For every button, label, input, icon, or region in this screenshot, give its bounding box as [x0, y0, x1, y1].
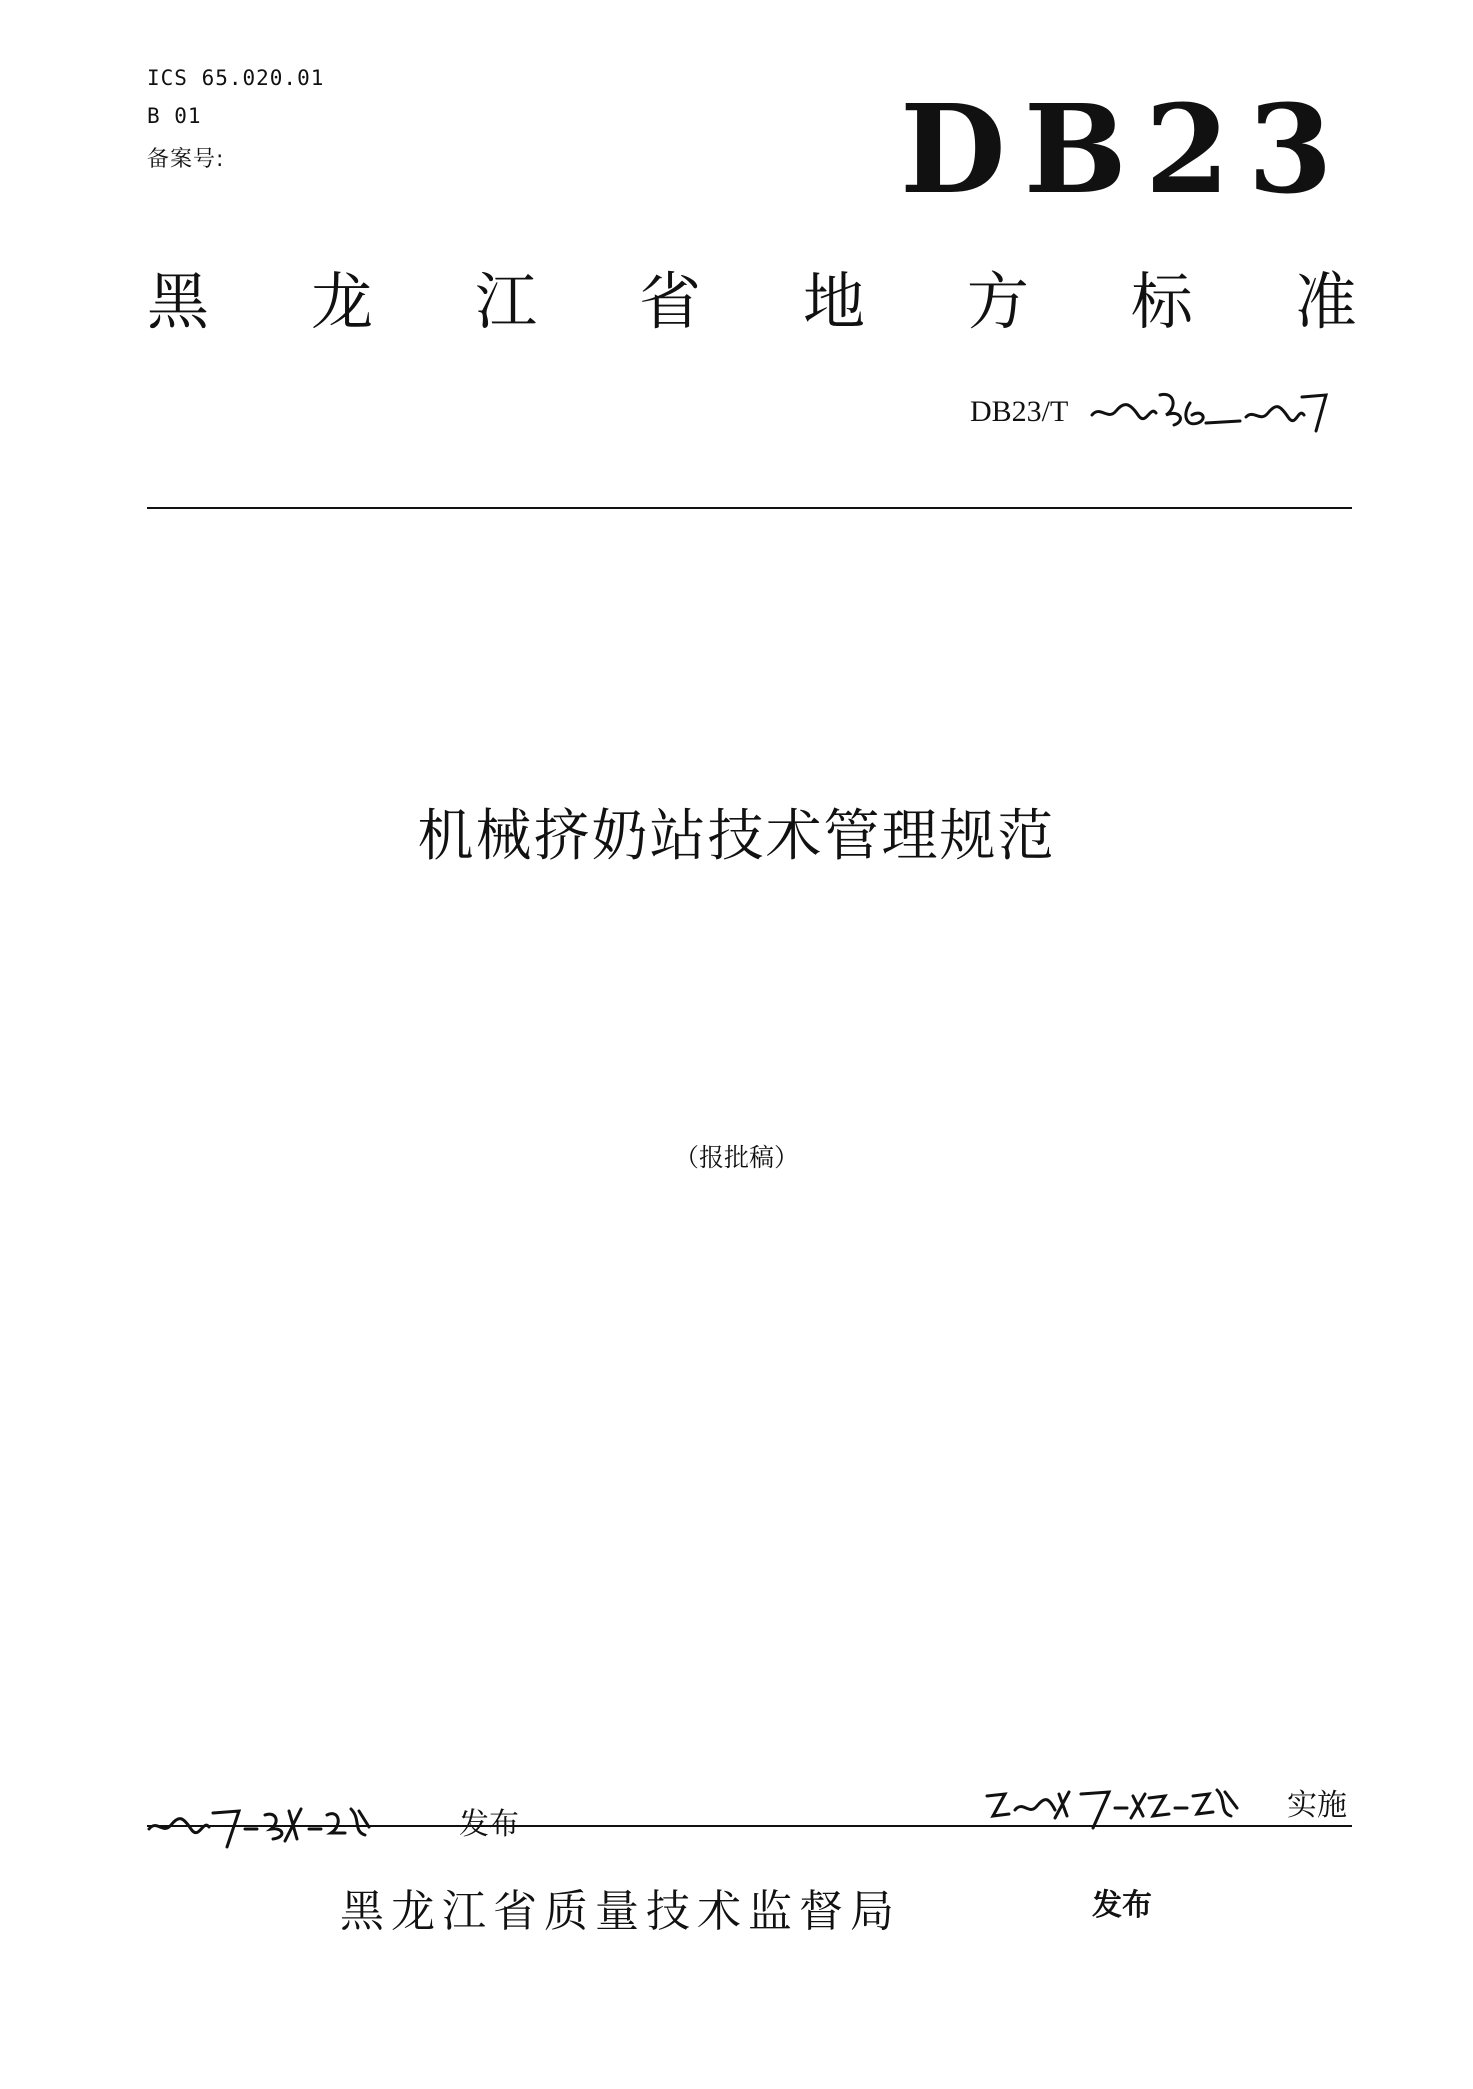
- implement-label: 实施: [1287, 1788, 1347, 1823]
- classification-code: B 01: [147, 104, 202, 128]
- standard-type-char: 龙: [310, 265, 373, 338]
- header-divider: [147, 507, 1352, 509]
- record-number-label: 备案号:: [147, 147, 225, 172]
- standard-type-char: 方: [966, 265, 1029, 338]
- issuing-authority: 黑龙江省质量技术监督局: [340, 1886, 901, 1937]
- ics-code: ICS 65.020.01: [147, 66, 325, 90]
- standard-type-char: 黑: [147, 265, 210, 338]
- standard-type-heading: [147, 262, 1357, 342]
- handwritten-standard-number: [1090, 385, 1330, 435]
- standard-type-char: 省: [638, 265, 701, 338]
- standard-number: DB23/T: [970, 395, 1069, 428]
- standard-type-char: 标: [1130, 265, 1193, 338]
- standard-type-char: 准: [1294, 265, 1357, 338]
- footer-divider: [147, 1825, 1352, 1827]
- implement-date-block: [985, 1764, 1365, 1834]
- issuer-suffix: 发布: [1092, 1888, 1152, 1923]
- publish-date-block: [147, 1783, 747, 1853]
- standard-type-char: 地: [802, 265, 865, 338]
- publish-label: 发布: [459, 1807, 519, 1842]
- standard-logo: DB23: [900, 77, 1351, 221]
- document-title: 机械挤奶站技术管理规范: [417, 804, 1056, 869]
- handwritten-implement-date: [985, 1770, 1285, 1830]
- draft-status: （报批稿）: [673, 1143, 799, 1172]
- handwritten-publish-date: [147, 1789, 447, 1849]
- standard-type-char: 江: [474, 265, 537, 338]
